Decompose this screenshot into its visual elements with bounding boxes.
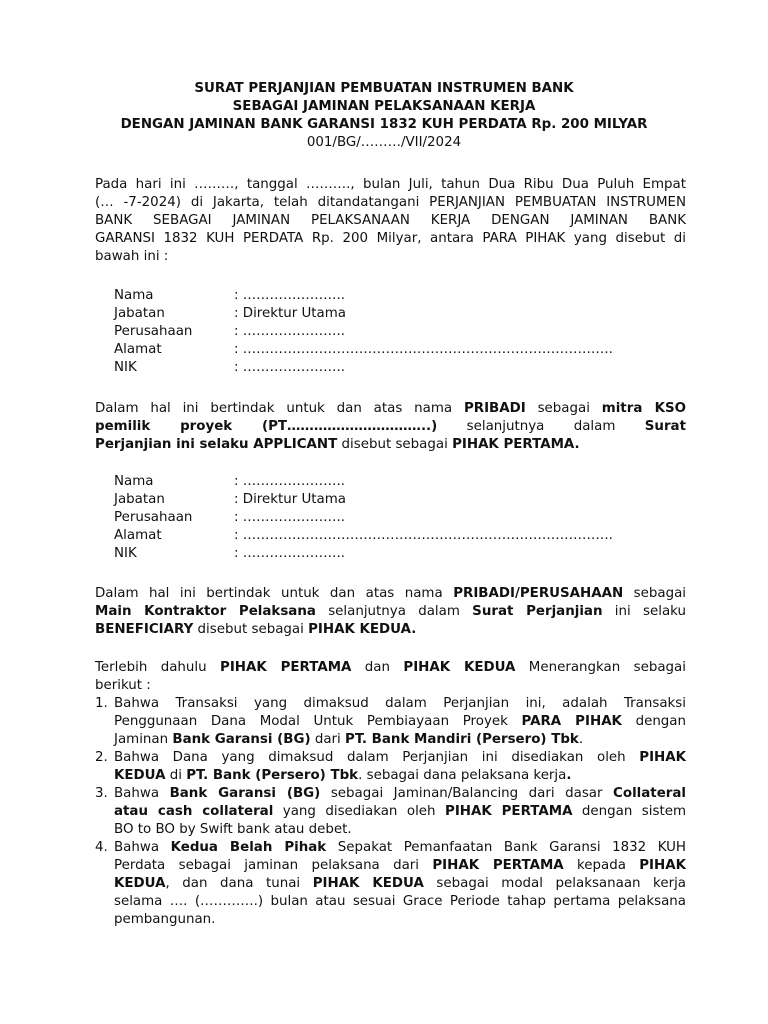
text-run: Perjanjian ini selaku APPLICANT [95, 437, 338, 452]
text-run: dengan sistem [572, 804, 686, 819]
item-line [114, 713, 686, 731]
text-run: PARA PIHAK [521, 714, 622, 729]
desc-line [95, 400, 686, 418]
list-number: 3. [95, 786, 108, 801]
text-run: KEDUA [114, 768, 166, 783]
explain-line [95, 659, 686, 677]
title-line-2: SEBAGAI JAMINAN PELAKSANAAN KERJA [232, 99, 536, 114]
title-line-3: DENGAN JAMINAN BANK GARANSI 1832 KUH PERDATA Rp. 200 MILYAR [120, 117, 648, 132]
text-run: . sebagai dana pelaksana kerja [358, 768, 567, 783]
party-two-details [114, 473, 674, 563]
intro-line-2: (… -7-2024) di Jakarta, telah ditandatangani PERJANJIAN PEMBUATAN INSTRUMEN [95, 195, 686, 210]
text-run: yang disediakan oleh [273, 804, 445, 819]
text-run: pemilik proyek (PT…………………………..) [95, 419, 438, 434]
text-run: PIHAK [639, 750, 686, 765]
party-one-row [114, 341, 674, 359]
item-line [114, 875, 686, 893]
text-run: sebagai modal pelaksanaan kerja [423, 876, 687, 891]
party-one-row [114, 323, 674, 341]
party-one-row [114, 359, 674, 377]
item-line: BO to BO by Swift bank atau debet. [114, 822, 352, 837]
intro-line-3: BANK SEBAGAI JAMINAN PELAKSANAAN KERJA DENGAN JAMINAN BANK [95, 213, 686, 228]
text-run: atau cash collateral [114, 804, 274, 819]
text-run: BENEFICIARY [95, 622, 194, 637]
party-one-row [114, 305, 674, 323]
text-run: PIHAK KEDUA. [308, 622, 417, 637]
text-run: Kedua Belah Pihak [170, 840, 327, 855]
list-number: 2. [95, 750, 108, 765]
text-run: , dan dana tunai [165, 876, 313, 891]
text-run: dan [351, 660, 404, 675]
party-one-details [114, 287, 674, 377]
document-title [0, 80, 768, 152]
title-line-1: SURAT PERJANJIAN PEMBUATAN INSTRUMEN BANK [194, 81, 574, 96]
party-one-description [95, 400, 686, 454]
desc-line [95, 603, 686, 621]
party-two-description [95, 585, 686, 639]
text-run: Bank Garansi (BG) [172, 732, 311, 747]
field-value: : Direktur Utama [234, 492, 347, 507]
field-label: Perusahaan [114, 324, 193, 339]
field-value: : ………………….. [234, 474, 346, 489]
text-run: PIHAK KEDUA [403, 660, 516, 675]
field-value: : ………………….. [234, 288, 346, 303]
text-run: Menerangkan sebagai [515, 660, 686, 675]
text-run: selanjutnya dalam [315, 604, 473, 619]
field-label: NIK [114, 546, 137, 561]
item-line [114, 785, 686, 803]
list-item [95, 839, 686, 929]
party-two-row [114, 545, 674, 563]
party-two-row [114, 509, 674, 527]
text-run: Bank Garansi (BG) [169, 786, 321, 801]
text-run: dari [310, 732, 346, 747]
intro-line-1: Pada hari ini ………, tanggal ………., bulan Juli, tahun Dua Ribu Dua Puluh Empat [95, 177, 686, 192]
text-run: Main Kontraktor Pelaksana [95, 604, 316, 619]
field-label: Alamat [114, 342, 162, 357]
text-run: di [165, 768, 187, 783]
field-label: Jabatan [114, 492, 165, 507]
text-run: Dalam hal ini bertindak untuk dan atas nama [95, 401, 464, 416]
item-line: selama …. (………….) bulan atau sesuai Grace Periode tahap pertama pelaksana [114, 894, 686, 909]
text-run: disebut sebagai [337, 437, 453, 452]
text-run: Terlebih dahulu [95, 660, 221, 675]
field-value: : ………………….. [234, 546, 346, 561]
party-two-row [114, 527, 674, 545]
numbered-list [95, 695, 686, 929]
text-run: mitra KSO [601, 401, 686, 416]
text-run: sebagai [525, 401, 602, 416]
field-value: : ………………….. [234, 324, 346, 339]
field-value: : ……………………………………………………………………….. [234, 342, 613, 357]
field-value: : ……………………………………………………………………….. [234, 528, 613, 543]
text-run: PIHAK PERTAMA [432, 858, 564, 873]
list-item [95, 749, 686, 785]
field-label: Perusahaan [114, 510, 193, 525]
item-line: Bahwa Transaksi yang dimaksud dalam Perjanjian ini, adalah Transaksi [114, 696, 686, 711]
text-run: PIHAK KEDUA [312, 876, 424, 891]
explanation-intro [95, 659, 686, 695]
text-run: dengan [621, 714, 686, 729]
field-label: NIK [114, 360, 137, 375]
item-line [114, 803, 686, 821]
party-two-row [114, 491, 674, 509]
party-one-row [114, 287, 674, 305]
text-run: PIHAK [639, 858, 686, 873]
text-run: Penggunaan Dana Modal Untuk Pembiayaan Proyek [114, 714, 522, 729]
party-two-row [114, 473, 674, 491]
item-line [114, 857, 686, 875]
text-run: Bahwa [114, 786, 170, 801]
text-run: Surat Perjanjian [472, 604, 603, 619]
field-value: : ………………….. [234, 510, 346, 525]
item-line [114, 749, 686, 767]
list-number: 1. [95, 696, 108, 711]
explain-line: berikut : [95, 678, 151, 693]
item-line: pembangunan. [114, 912, 216, 927]
field-value: : ………………….. [234, 360, 346, 375]
list-number: 4. [95, 840, 108, 855]
item-line [114, 767, 686, 785]
field-label: Jabatan [114, 306, 165, 321]
text-run: PRIBADI/PERUSAHAAN [453, 586, 624, 601]
text-run: Bahwa Dana yang dimaksud dalam Perjanjian ini disediakan oleh [114, 750, 640, 765]
text-run: KEDUA [114, 876, 166, 891]
text-run: kepada [563, 858, 640, 873]
intro-paragraph [95, 176, 686, 266]
field-label: Nama [114, 474, 154, 489]
text-run: PIHAK PERTAMA. [452, 437, 580, 452]
list-item [95, 695, 686, 749]
item-line [114, 731, 686, 749]
text-run: . [566, 768, 572, 783]
desc-line [95, 621, 686, 639]
field-label: Nama [114, 288, 154, 303]
text-run: Perdata sebagai jaminan pelaksana dari [114, 858, 433, 873]
field-value: : Direktur Utama [234, 306, 347, 321]
intro-line-4: GARANSI 1832 KUH PERDATA Rp. 200 Milyar, antara PARA PIHAK yang disebut di [95, 231, 686, 246]
text-run: ini selaku [602, 604, 686, 619]
text-run: . [578, 732, 584, 747]
text-run: PT. Bank Mandiri (Persero) Tbk [345, 732, 579, 747]
text-run: selanjutnya dalam [437, 419, 645, 434]
text-run: disebut sebagai [193, 622, 309, 637]
text-run: PIHAK PERTAMA [445, 804, 573, 819]
text-run: Jaminan [114, 732, 173, 747]
document-number: 001/BG/………/VII/2024 [306, 135, 462, 150]
desc-line [95, 436, 686, 454]
text-run: PT. Bank (Persero) Tbk [186, 768, 359, 783]
desc-line [95, 585, 686, 603]
item-line [114, 839, 686, 857]
text-run: Sepakat Pemanfaatan Bank Garansi 1832 KUH [326, 840, 687, 855]
text-run: Collateral [613, 786, 687, 801]
field-label: Alamat [114, 528, 162, 543]
text-run: Dalam hal ini bertindak untuk dan atas nama [95, 586, 454, 601]
text-run: Surat [644, 419, 686, 434]
text-run: Bahwa [114, 840, 171, 855]
text-run: sebagai Jaminan/Balancing dari dasar [320, 786, 614, 801]
intro-line-5: bawah ini : [95, 249, 169, 264]
text-run: PIHAK PERTAMA [220, 660, 352, 675]
text-run: PRIBADI [463, 401, 526, 416]
desc-line [95, 418, 686, 436]
list-item [95, 785, 686, 839]
text-run: sebagai [623, 586, 686, 601]
